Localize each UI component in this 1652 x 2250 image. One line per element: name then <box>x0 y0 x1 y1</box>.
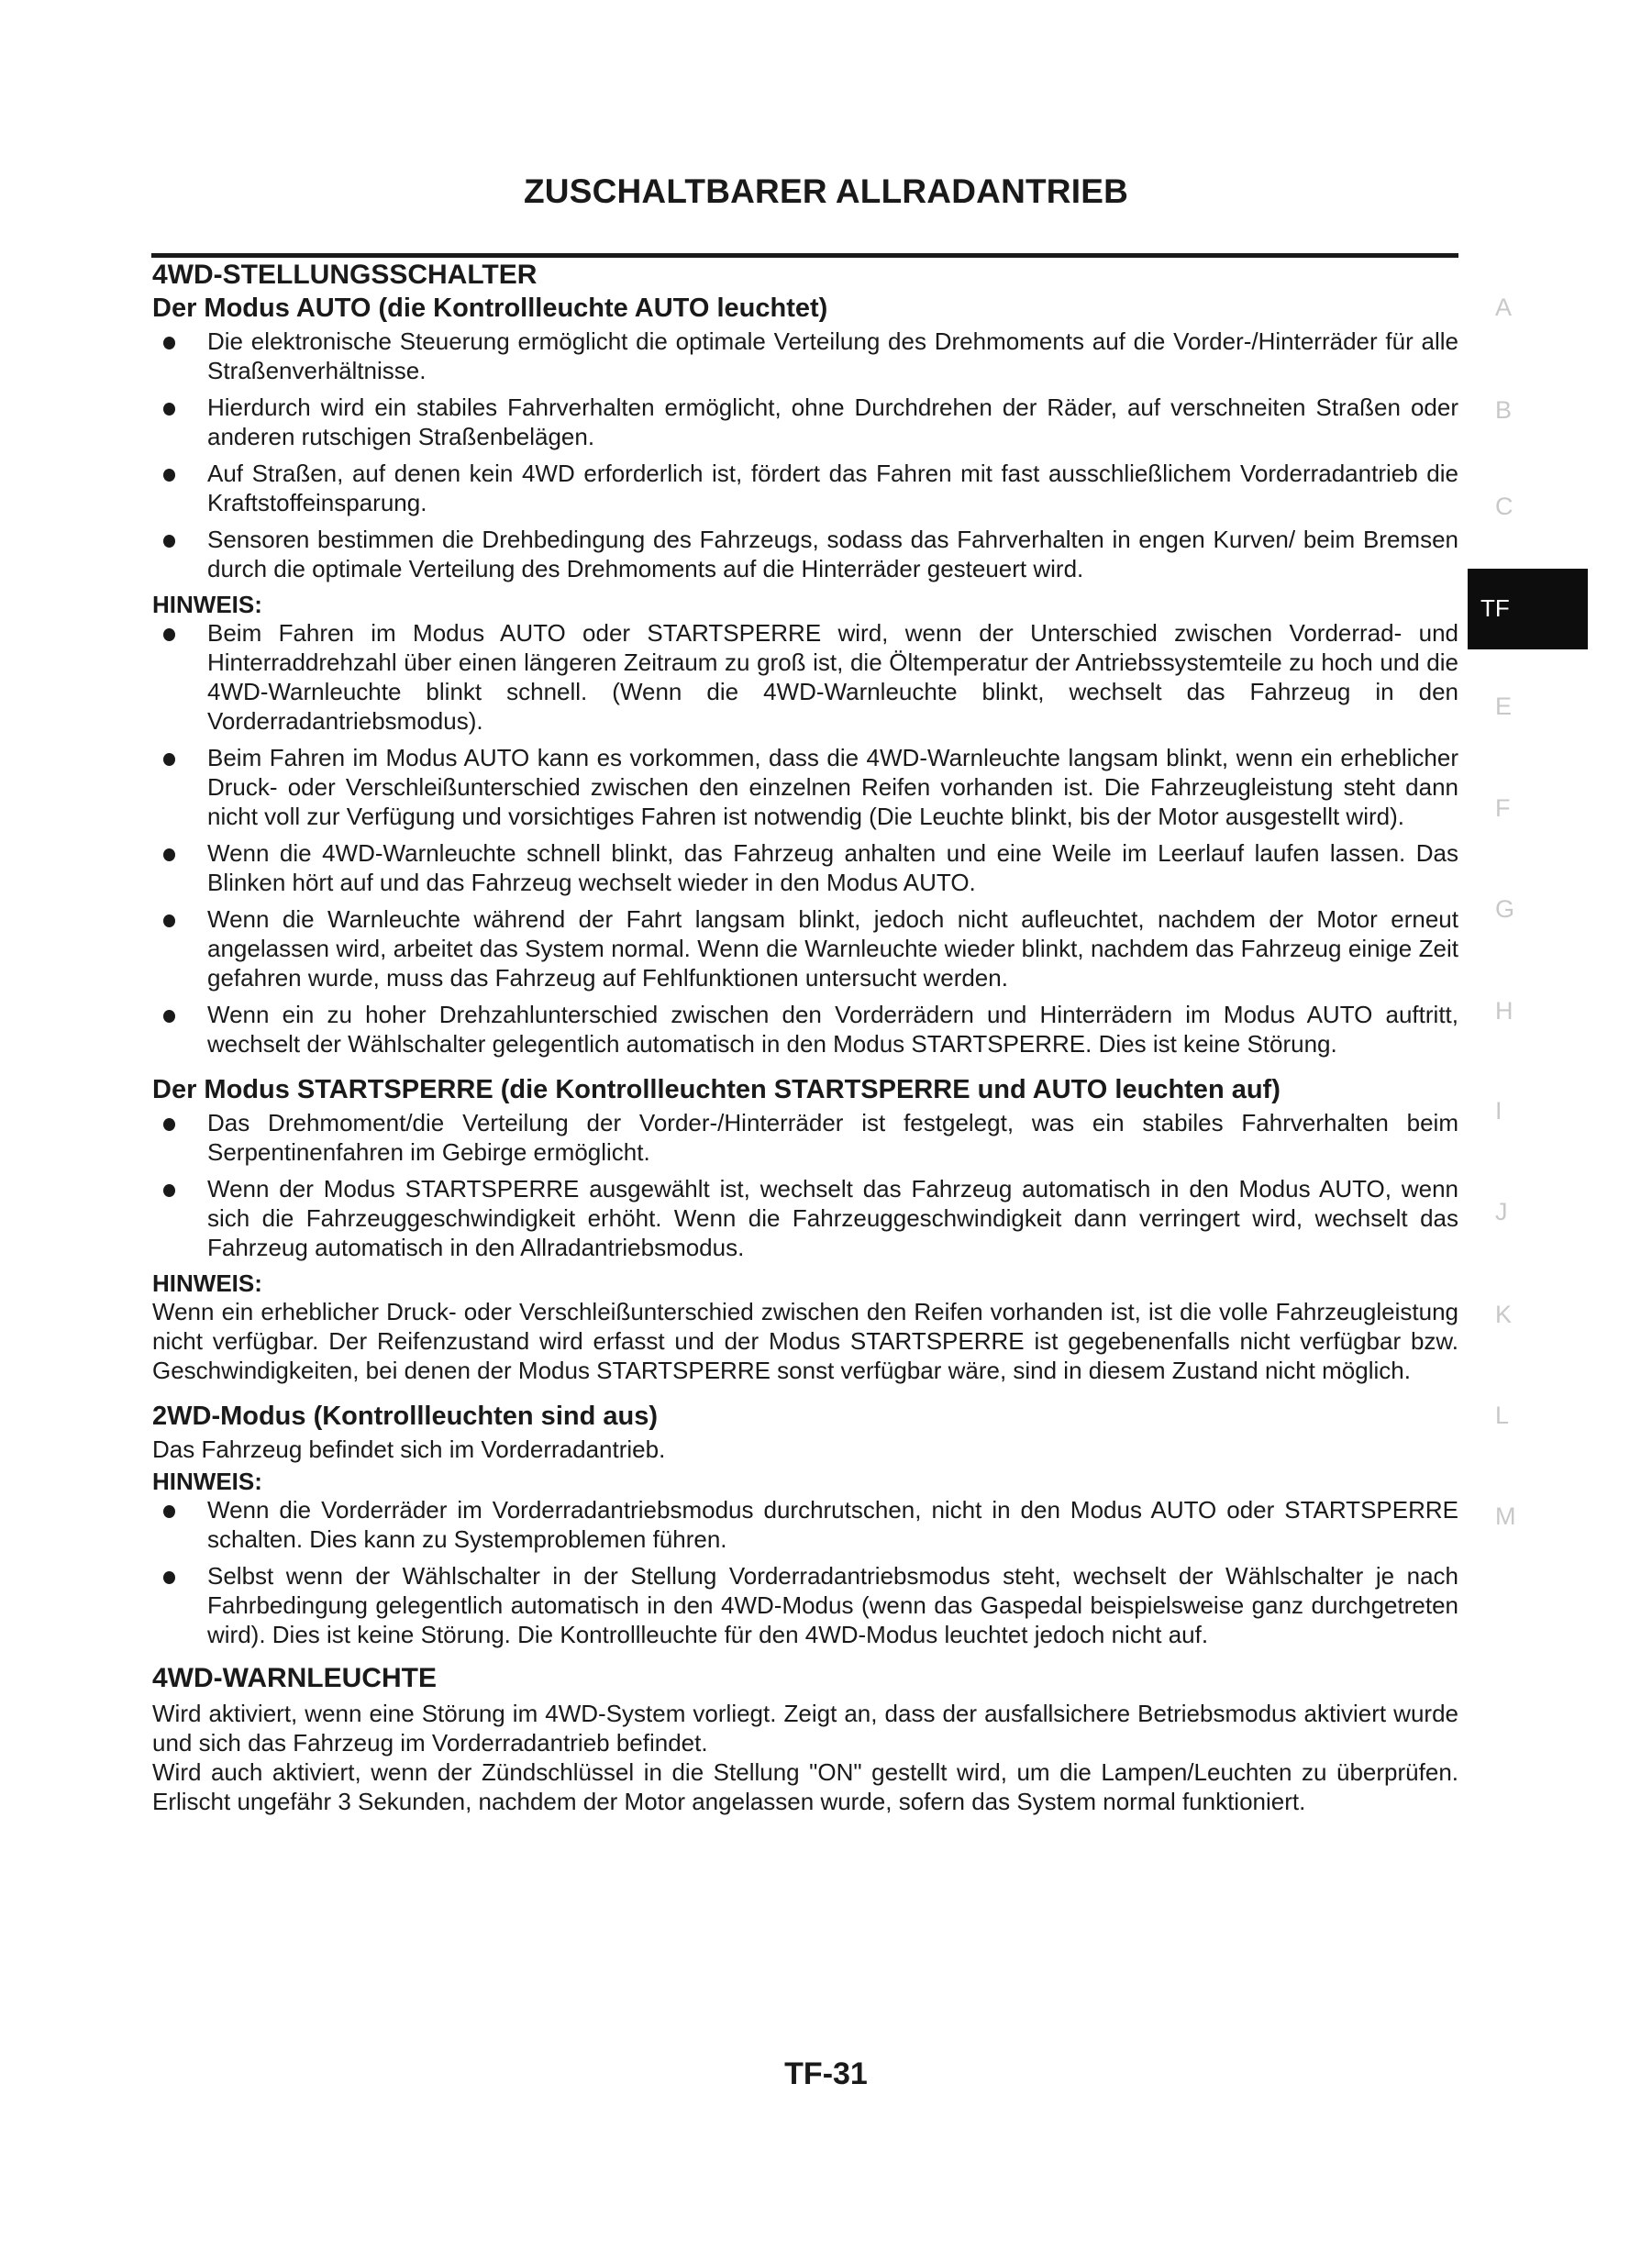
section-heading-4wd-switch: 4WD-STELLUNGSSCHALTER <box>152 260 538 290</box>
list-item: Hierdurch wird ein stabiles Fahrverhalten ermöglicht, ohne Durchdrehen der Räder, auf verschneiten Straßen oder anderen rutschigen Straßenbelägen. <box>152 393 1458 451</box>
bullet-icon <box>163 753 175 766</box>
section-heading-4wd-warning-lamp: 4WD-WARNLEUCHTE <box>152 1663 437 1693</box>
list-item: Wenn ein zu hoher Drehzahlunterschied zwischen den Vorderrädern und Hinterrädern im Modus AUTO auftritt, wechselt der Wählschalter gelegentlich automatisch in den Modus STARTSPERRE. Dies ist keine Störung. <box>152 1000 1458 1058</box>
index-letter-b[interactable]: B <box>1495 396 1513 424</box>
index-letter-l[interactable]: L <box>1495 1402 1510 1429</box>
bullet-icon <box>163 914 175 927</box>
2wd-mode-note-list <box>152 1495 1458 1649</box>
bullet-icon <box>163 1118 175 1131</box>
warning-lamp-paragraph: Wird aktiviert, wenn eine Störung im 4WD-System vorliegt. Zeigt an, dass der ausfallsichere Betriebsmodus aktiviert wurde und sich das Fahrzeug im Vorderradantrieb befindet. <box>152 1700 1458 1757</box>
index-letter-i[interactable]: I <box>1495 1097 1502 1125</box>
bullet-icon <box>163 403 175 416</box>
index-letter-c[interactable]: C <box>1495 493 1513 520</box>
list-item: Sensoren bestimmen die Drehbedingung des Fahrzeugs, sodass das Fahrverhalten in engen Kurven/ beim Bremsen durch die optimale Verteilung des Drehmoments auf die Hinterräder gesteuert wird. <box>152 525 1458 583</box>
page-content <box>152 259 1458 1816</box>
lock-mode-list <box>152 1108 1458 1262</box>
note-label: HINWEIS: <box>152 1269 262 1297</box>
note-label: HINWEIS: <box>152 1468 262 1495</box>
header-rule <box>151 253 1458 258</box>
warning-lamp-paragraph: Wird auch aktiviert, wenn der Zündschlüssel in die Stellung "ON" gestellt wird, um die Lampen/Leuchten zu überprüfen. Erlischt ungefähr 3 Sekunden, nachdem der Motor angelassen wurde, sofern das System normal funktioniert. <box>152 1758 1458 1815</box>
bullet-icon <box>163 469 175 482</box>
list-item: Das Drehmoment/die Verteilung der Vorder-/Hinterräder ist festgelegt, was ein stabiles Fahrverhalten beim Serpentinenfahren im Gebirge ermöglicht. <box>152 1108 1458 1167</box>
bullet-icon <box>163 337 175 349</box>
bullet-icon <box>163 1010 175 1023</box>
index-letter-a[interactable]: A <box>1495 294 1513 321</box>
subheading-2wd-mode: 2WD-Modus (Kontrollleuchten sind aus) <box>152 1402 658 1431</box>
list-item: Beim Fahren im Modus AUTO oder STARTSPERRE wird, wenn der Unterschied zwischen Vorderrad- und Hinterraddrehzahl über einen längeren Zeitraum zu groß ist, die Öltemperatur der Antriebssystemteile zu hoch und die 4WD-Warnleuchte blinkt schnell. (Wenn die 4WD-Warnleuchte blinkt, wechselt das Fahrzeug in den Vorderradantriebsmodus). <box>152 618 1458 736</box>
list-item: Wenn die Vorderräder im Vorderradantriebsmodus durchrutschen, nicht in den Modus AUTO oder STARTSPERRE schalten. Dies kann zu Systemproblemen führen. <box>152 1495 1458 1554</box>
page-number: TF-31 <box>784 2056 868 2091</box>
2wd-mode-text: Das Fahrzeug befindet sich im Vorderradantrieb. <box>152 1435 666 1463</box>
bullet-icon <box>163 848 175 861</box>
index-letter-m[interactable]: M <box>1495 1502 1516 1530</box>
list-item: Auf Straßen, auf denen kein 4WD erforderlich ist, fördert das Fahren mit fast ausschließlichem Vorderradantrieb die Kraftstoffeinsparung. <box>152 459 1458 517</box>
subheading-auto-mode: Der Modus AUTO (die Kontrollleuchte AUTO leuchtet) <box>152 294 828 323</box>
list-item: Wenn der Modus STARTSPERRE ausgewählt ist, wechselt das Fahrzeug automatisch in den Modus AUTO, wenn sich die Fahrzeuggeschwindigkeit erhöht. Wenn die Fahrzeuggeschwindigkeit dann verringert wird, wechselt das Fahrzeug automatisch in den Allradantriebsmodus. <box>152 1174 1458 1262</box>
note-label: HINWEIS: <box>152 591 262 618</box>
active-section-tab-label: TF <box>1480 594 1510 622</box>
bullet-icon <box>163 628 175 641</box>
bullet-icon <box>163 1505 175 1518</box>
bullet-icon <box>163 1571 175 1584</box>
index-letter-k[interactable]: K <box>1495 1301 1513 1328</box>
index-letter-g[interactable]: G <box>1495 895 1515 923</box>
active-section-tab[interactable] <box>1468 569 1588 649</box>
list-item: Wenn die Warnleuchte während der Fahrt langsam blinkt, jedoch nicht aufleuchtet, nachdem der Motor erneut angelassen wird, arbeitet das System normal. Wenn die Warnleuchte wieder blinkt, nachdem das Fahrzeug einige Zeit gefahren wurde, muss das Fahrzeug auf Fehlfunktionen untersucht werden. <box>152 904 1458 992</box>
list-item: Wenn die 4WD-Warnleuchte schnell blinkt, das Fahrzeug anhalten und eine Weile im Leerlauf laufen lassen. Das Blinken hört auf und das Fahrzeug wechselt wieder in den Modus AUTO. <box>152 838 1458 897</box>
list-item: Beim Fahren im Modus AUTO kann es vorkommen, dass die 4WD-Warnleuchte langsam blinkt, wenn ein erheblicher Druck- oder Verschleißunterschied zwischen den einzelnen Reifen vorhanden ist. Die Fahrzeugleistung steht dann nicht voll zur Verfügung und vorsichtiges Fahren ist notwendig (Die Leuchte blinkt, bis der Motor ausgestellt wird). <box>152 743 1458 831</box>
subheading-lock-mode: Der Modus STARTSPERRE (die Kontrollleuchten STARTSPERRE und AUTO leuchten auf) <box>152 1075 1281 1104</box>
auto-mode-note-list <box>152 618 1458 1058</box>
lock-mode-note-text: Wenn ein erheblicher Druck- oder Verschleißunterschied zwischen den Reifen vorhanden ist, ist die volle Fahrzeugleistung nicht verfügbar. Der Reifenzustand wird erfasst und der Modus STARTSPERRE ist gegebenenfalls nicht verfügbar bzw. Geschwindigkeiten, bei denen der Modus STARTSPERRE sonst verfügbar wäre, sind in diesem Zustand nicht möglich. <box>152 1298 1458 1384</box>
page-title: ZUSCHALTBARER ALLRADANTRIEB <box>523 172 1128 210</box>
bullet-icon <box>163 1184 175 1197</box>
index-letter-f[interactable]: F <box>1495 794 1511 822</box>
auto-mode-list <box>152 327 1458 583</box>
list-item: Die elektronische Steuerung ermöglicht die optimale Verteilung des Drehmoments auf die Vorder-/Hinterräder für alle Straßenverhältnisse. <box>152 327 1458 385</box>
index-letter-e[interactable]: E <box>1495 693 1513 720</box>
bullet-icon <box>163 535 175 548</box>
list-item: Selbst wenn der Wählschalter in der Stellung Vorderradantriebsmodus steht, wechselt der Wählschalter je nach Fahrbedingung gelegentlich automatisch in den 4WD-Modus (wenn das Gaspedal beispielsweise ganz durchgetreten wird). Dies ist keine Störung. Die Kontrollleuchte für den 4WD-Modus leuchtet jedoch nicht auf. <box>152 1561 1458 1649</box>
index-letter-h[interactable]: H <box>1495 997 1513 1025</box>
index-letter-j[interactable]: J <box>1495 1198 1508 1225</box>
